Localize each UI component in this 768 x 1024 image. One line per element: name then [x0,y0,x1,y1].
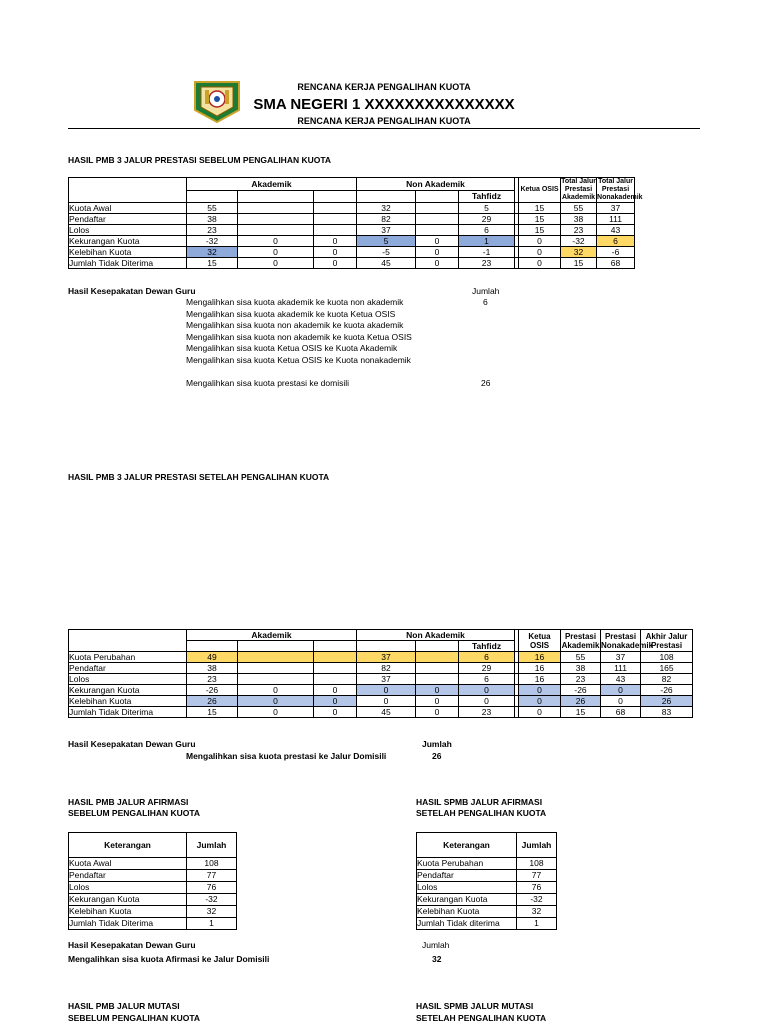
table-row [69,894,237,906]
table-cell [416,652,459,663]
after-agreement-value: 26 [432,751,442,761]
table-cell: 0 [416,707,459,718]
after-header-ketua-osis: Ketua OSIS [519,630,561,652]
before-row-label: Lolos [69,225,187,236]
list-item [186,320,526,332]
table-cell: 16 [519,663,561,674]
agreement-item-text: Mengalihkan sisa kuota Ketua OSIS ke Kuota nonakademik [186,354,411,365]
table-cell: 32 [187,247,238,258]
agreement-item-text: Mengalihkan sisa kuota non akademik ke kuota akademik [186,320,404,330]
table-row [69,882,237,894]
table-cell [416,225,459,236]
table-cell [238,214,314,225]
table-cell: 45 [357,258,416,269]
afirmasi-agreement-jumlah-label: Jumlah [422,940,450,950]
table-cell: 0 [519,685,561,696]
mutasi-before-title-1: HASIL PMB JALUR MUTASI [68,1001,180,1011]
before-subheader-blank [314,190,357,203]
before-header-blank [69,178,187,203]
before-row-label: Kuota Awal [69,203,187,214]
table-row [69,225,635,236]
table-cell: 29 [459,663,515,674]
table-row [69,707,693,718]
table-row [69,663,693,674]
afirmasi-after-col-jumlah: Jumlah [517,833,557,858]
table-cell: 43 [597,225,635,236]
table-cell: 43 [601,674,641,685]
table-cell [416,674,459,685]
table-cell: 23 [459,258,515,269]
table-cell [238,225,314,236]
before-table [68,177,643,269]
table-cell-value: 108 [187,858,237,870]
table-cell: 55 [187,203,238,214]
table-cell: 0 [314,236,357,247]
table-cell: 0 [314,696,357,707]
table-row [417,870,557,882]
doc-subtitle-top: RENCANA KERJA PENGALIHAN KUOTA [297,82,471,92]
table-cell: 23 [561,674,601,685]
table-cell-label: Kekurangan Kuota [417,894,517,906]
table-cell: 55 [561,652,601,663]
after-row-label: Pendaftar [69,663,187,674]
table-row [69,258,635,269]
table-cell-label: Lolos [417,882,517,894]
before-domisili-text: Mengalihkan sisa kuota prestasi ke domisili [186,378,349,388]
after-header-blank [69,630,187,652]
table-cell: 0 [314,247,357,258]
agreement-item-text: Mengalihkan sisa kuota non akademik ke kuota Ketua OSIS [186,331,412,342]
table-cell [314,214,357,225]
agreement-item-text: Mengalihkan sisa kuota akademik ke kuota non akademik [186,297,404,307]
table-cell: 82 [357,663,416,674]
table-cell-label: Kuota Perubahan [417,858,517,870]
table-cell: -26 [561,685,601,696]
table-cell: -26 [187,685,238,696]
table-row [69,247,635,258]
list-item [186,297,526,309]
table-cell-value: 77 [187,870,237,882]
table-cell: 37 [357,652,416,663]
table-cell: 0 [357,696,416,707]
table-cell: 165 [641,663,693,674]
after-header-tahfidz: Tahfidz [459,641,515,652]
table-cell: -32 [561,236,597,247]
table-cell: 0 [459,696,515,707]
table-cell: 68 [597,258,635,269]
table-cell [416,214,459,225]
table-cell: 0 [416,696,459,707]
table-row [69,858,237,870]
table-cell: 38 [561,663,601,674]
table-cell: 0 [238,685,314,696]
table-cell-label: Kelebihan Kuota [69,906,187,918]
table-row [69,674,693,685]
before-header-total-akademik: Total Jalur Prestasi Akademik [561,178,596,201]
afirmasi-before-title-1: HASIL PMB JALUR AFIRMASI [68,797,189,807]
table-cell-value: 32 [187,906,237,918]
mutasi-after-title-1: HASIL SPMB JALUR MUTASI [416,1001,534,1011]
afirmasi-before-title-2: SEBELUM PENGALIHAN KUOTA [68,808,201,818]
table-cell-value: -32 [187,894,237,906]
agreement-item-text: Mengalihkan sisa kuota Ketua OSIS ke Kuota Akademik [186,343,398,353]
table-row [69,652,693,663]
list-item [186,343,526,355]
table-cell: 55 [561,203,597,214]
table-cell [238,203,314,214]
table-cell: 15 [561,258,597,269]
table-cell: 29 [459,214,515,225]
table-cell-value: 77 [517,870,557,882]
table-cell-value: 76 [517,882,557,894]
agreement-item-text: Mengalihkan sisa kuota akademik ke kuota Ketua OSIS [186,308,396,319]
after-row-label: Kuota Perubahan [69,652,187,663]
table-cell [314,674,357,685]
table-cell [238,674,314,685]
after-subheader-blank [416,641,459,652]
table-cell: 0 [519,247,561,258]
mutasi-after-title-2: SETELAH PENGALIHAN KUOTA [416,1013,547,1023]
table-cell: 26 [187,696,238,707]
table-cell-value: 1 [187,918,237,930]
table-cell: 15 [561,707,601,718]
list-item [186,332,526,344]
table-cell: 38 [187,214,238,225]
table-cell: 0 [314,258,357,269]
after-row-label: Jumlah Tidak Diterima [69,707,187,718]
before-row-label: Kelebihan Kuota [69,247,187,258]
after-header-prestasi-akademik: Prestasi Akademik [561,631,600,650]
before-title: HASIL PMB 3 JALUR PRESTASI SEBELUM PENGALIHAN KUOTA [68,155,332,165]
table-cell: 16 [519,652,561,663]
after-subheader-blank [314,641,357,652]
table-cell: 111 [597,214,635,225]
after-header-akhir-jalur: Akhir Jalur Prestasi [641,630,693,652]
table-cell: 0 [416,236,459,247]
table-cell: 0 [357,685,416,696]
before-header-ketua-osis: Ketua OSIS [519,178,561,203]
table-cell: 0 [519,707,561,718]
table-cell: 0 [601,696,641,707]
table-cell: 0 [601,685,641,696]
after-row-label: Kelebihan Kuota [69,696,187,707]
table-cell: 0 [416,258,459,269]
afirmasi-after-title-1: HASIL SPMB JALUR AFIRMASI [416,797,543,807]
before-header-akademik: Akademik [187,178,357,191]
table-cell: 49 [187,652,238,663]
after-agreement-title: Hasil Kesepakatan Dewan Guru [68,739,196,749]
table-row [417,894,557,906]
doc-subtitle-bottom: RENCANA KERJA PENGALIHAN KUOTA [297,116,471,126]
table-cell [238,663,314,674]
school-name: SMA NEGERI 1 XXXXXXXXXXXXXXX [253,96,515,113]
table-cell: -6 [597,247,635,258]
table-row [69,696,693,707]
table-cell: 6 [459,225,515,236]
before-domisili-value: 26 [481,378,491,388]
table-cell-label: Kekurangan Kuota [69,894,187,906]
table-cell: 23 [187,225,238,236]
table-cell: 0 [416,685,459,696]
table-cell: 0 [238,247,314,258]
afirmasi-before-col-jumlah: Jumlah [187,833,237,858]
table-cell-label: Lolos [69,882,187,894]
before-header-tahfidz: Tahfidz [459,190,515,203]
table-cell: 37 [597,203,635,214]
after-title: HASIL PMB 3 JALUR PRESTASI SETELAH PENGALIHAN KUOTA [68,472,330,482]
table-cell: 23 [459,707,515,718]
table-cell: 23 [561,225,597,236]
table-cell: 37 [357,674,416,685]
afirmasi-after-table [416,832,557,930]
afirmasi-before-table [68,832,237,930]
table-cell-label: Kuota Awal [69,858,187,870]
table-cell: 0 [238,707,314,718]
table-cell: 0 [314,685,357,696]
table-row [417,918,557,930]
table-cell: 37 [357,225,416,236]
before-subheader-blank [238,190,314,203]
table-row [69,214,635,225]
after-table [68,629,693,718]
table-row [69,918,237,930]
table-cell: 23 [187,674,238,685]
after-agreement-text: Mengalihkan sisa kuota prestasi ke Jalur Domisili [186,751,387,761]
table-cell-label: Pendaftar [69,870,187,882]
agreement-item-value: 6 [483,297,488,307]
after-header-non-akademik: Non Akademik [357,630,515,641]
table-cell: 108 [641,652,693,663]
before-agreement-list [186,297,526,366]
before-subheader-blank [357,190,416,203]
after-subheader-blank [238,641,314,652]
before-row-label: Pendaftar [69,214,187,225]
table-cell: -1 [459,247,515,258]
table-row [69,870,237,882]
table-cell: 6 [597,236,635,247]
before-header-non-akademik: Non Akademik [357,178,515,191]
before-agreement-jumlah-label: Jumlah [472,286,500,296]
table-cell: 0 [519,696,561,707]
before-subheader-blank [416,190,459,203]
table-cell: -26 [641,685,693,696]
list-item [186,309,526,321]
table-cell: 38 [561,214,597,225]
afirmasi-before-col-keterangan: Keterangan [69,833,187,858]
table-cell: 0 [238,258,314,269]
table-cell: 83 [641,707,693,718]
table-cell-value: 32 [517,906,557,918]
table-cell: 82 [357,214,416,225]
before-subheader-blank [187,190,238,203]
table-cell: 0 [459,685,515,696]
afirmasi-after-col-keterangan: Keterangan [417,833,517,858]
table-cell-value: 1 [517,918,557,930]
table-cell [314,225,357,236]
table-cell: -5 [357,247,416,258]
header-divider [68,128,700,129]
table-cell-label: Jumlah Tidak diterima [417,918,517,930]
before-agreement-title: Hasil Kesepakatan Dewan Guru [68,286,196,296]
table-row [69,203,635,214]
table-cell: 0 [519,258,561,269]
table-cell: 26 [561,696,601,707]
table-cell-label: Pendaftar [417,870,517,882]
table-cell: 38 [187,663,238,674]
table-row [417,882,557,894]
table-cell: 37 [601,652,641,663]
table-cell [416,663,459,674]
table-cell: 32 [357,203,416,214]
table-cell: 45 [357,707,416,718]
table-cell [238,652,314,663]
table-cell: 15 [187,707,238,718]
table-row [69,236,635,247]
after-subheader-blank [357,641,416,652]
table-cell: -32 [187,236,238,247]
table-cell: 82 [641,674,693,685]
table-cell: 32 [561,247,597,258]
before-header-total-nonakademik: Total Jalur Prestasi Nonakademik [597,178,643,201]
table-cell: 5 [459,203,515,214]
table-cell: 26 [641,696,693,707]
before-row-label: Jumlah Tidak Diterima [69,258,187,269]
afirmasi-agreement-text: Mengalihkan sisa kuota Afirmasi ke Jalur Domisili [68,954,270,964]
table-cell: 5 [357,236,416,247]
after-header-akademik: Akademik [187,630,357,641]
table-row [417,858,557,870]
after-agreement-jumlah-label: Jumlah [422,739,452,749]
table-row [69,906,237,918]
table-cell: 15 [519,225,561,236]
table-row [417,906,557,918]
table-cell-value: 108 [517,858,557,870]
table-cell: 16 [519,674,561,685]
table-cell-value: 76 [187,882,237,894]
table-cell [314,203,357,214]
table-cell-label: Kelebihan Kuota [417,906,517,918]
table-cell: 0 [519,236,561,247]
after-header-prestasi-nonakademik: Prestasi Nonakademik [601,631,654,650]
list-item [186,355,526,367]
table-row [69,685,693,696]
table-cell [314,663,357,674]
table-cell [416,203,459,214]
after-subheader-blank [187,641,238,652]
table-cell [314,652,357,663]
mutasi-before-title-2: SEBELUM PENGALIHAN KUOTA [68,1013,201,1023]
table-cell: 1 [459,236,515,247]
table-cell: 0 [238,236,314,247]
afirmasi-agreement-value: 32 [432,954,442,964]
table-cell: 0 [416,247,459,258]
table-cell: 15 [519,203,561,214]
before-row-label: Kekurangan Kuota [69,236,187,247]
table-cell: 15 [519,214,561,225]
table-cell: 111 [601,663,641,674]
table-cell: 68 [601,707,641,718]
table-cell-label: Jumlah Tidak Diterima [69,918,187,930]
table-cell: 15 [187,258,238,269]
table-cell: 0 [238,696,314,707]
table-cell: 6 [459,674,515,685]
table-cell: 6 [459,652,515,663]
table-cell-value: -32 [517,894,557,906]
after-row-label: Kekurangan Kuota [69,685,187,696]
after-row-label: Lolos [69,674,187,685]
table-cell: 0 [314,707,357,718]
afirmasi-after-title-2: SETELAH PENGALIHAN KUOTA [416,808,547,818]
afirmasi-agreement-title: Hasil Kesepakatan Dewan Guru [68,940,196,950]
